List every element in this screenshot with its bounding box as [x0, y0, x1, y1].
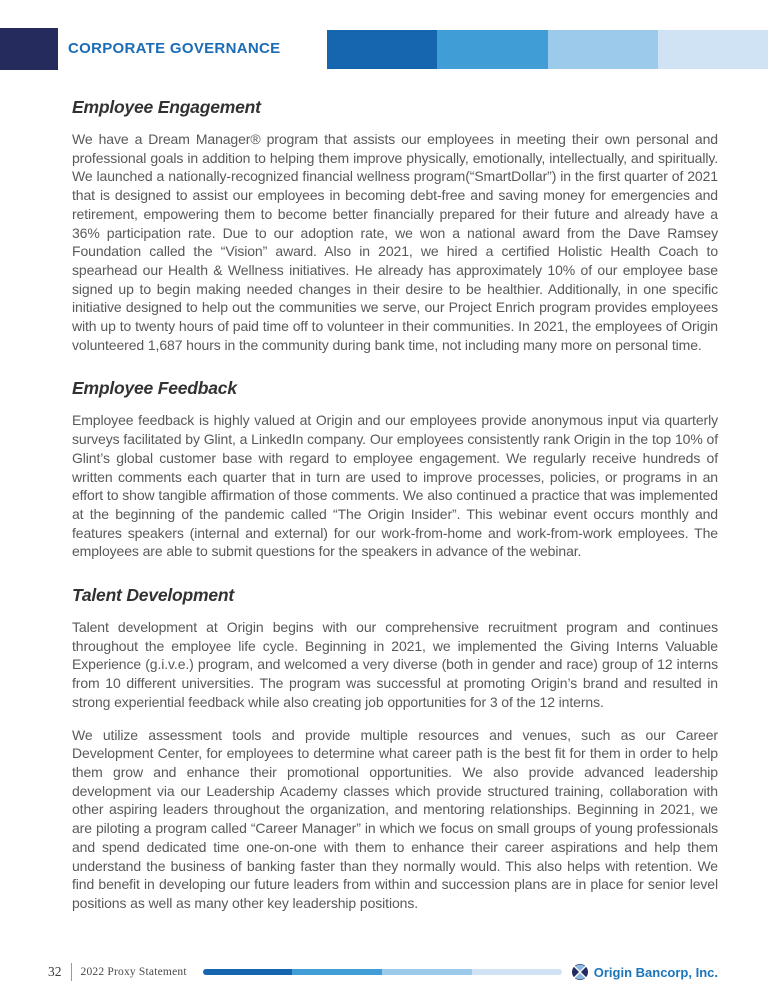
company-name: Origin Bancorp, Inc.	[593, 964, 718, 980]
section-employee-feedback	[72, 378, 718, 561]
accent-bar-segment-medium	[437, 30, 547, 69]
document-title: 2022 Proxy Statement	[80, 966, 187, 978]
page-content	[72, 97, 718, 927]
accent-bar-segment-lightest	[472, 969, 562, 975]
page-title: CORPORATE GOVERNANCE	[68, 40, 281, 57]
page-header	[0, 28, 768, 70]
section-heading-employee-engagement: Employee Engagement	[72, 97, 261, 117]
accent-bar-segment-dark	[203, 969, 293, 975]
body-paragraph: We utilize assessment tools and provide multiple resources and venues, such as our Career Development Center, for employees to determine what career path is the best fit for them in order to help them grow and enhance their promotional opportunities. We also provide advanced leadership development via our Leadership Academy classes which provide structured training, collaboration with other aspiring leaders throughout the organization, and mentoring relationships. Beginning in 2021, we are piloting a program called “Career Manager” in which we focus on small groups of young professionals and spend dedicated time one-on-one with them to enhance their career aspirations and help them understand the business of banking faster than they normally would. This also helps with retention. We find benefit in developing our future leaders from within and succession plans are in place for senior level positions as well as many other key leadership positions.	[72, 726, 718, 911]
body-paragraph: Talent development at Origin begins with our comprehensive recruitment program and continues throughout the employee life cycle. Beginning in 2021, we implemented the Giving Interns Valuable Experience (g.i.v.e.) program, and welcomed a very diverse (both in gender and race) group of 12 interns from 10 different universities. The program was successful at promoting Origin’s brand and resulted in strong experiential feedback while also creating job opportunities for 3 of the 12 interns.	[72, 619, 718, 710]
section-employee-engagement	[72, 97, 718, 354]
accent-bar-segment-dark	[327, 30, 437, 69]
body-paragraph: Employee feedback is highly valued at Origin and our employees provide anonymous input via quarterly surveys facilitated by Glint, a LinkedIn company. Our employees consistently rank Origin in the top 10% of Glint’s global customer base with regard to employee engagement. We regularly receive hundreds of written comments each quarter that in turn are used to improve processes, policies, or programs in an effort to show tangible affirmation of those comments. We also continued a practice that was implemented at the beginning of the pandemic called “The Origin Insider”. This webinar event occurs monthly and features speakers (internal and external) for our work-from-home and work-from-work employees. The employees are able to submit questions for the speakers in advance of the webinar.	[72, 412, 718, 560]
accent-bar-segment-lightest	[658, 30, 768, 69]
accent-bar-segment-light	[382, 969, 472, 975]
page-number: 32	[48, 964, 62, 979]
section-heading-employee-feedback: Employee Feedback	[72, 378, 237, 399]
origin-logo-icon	[572, 964, 588, 980]
section-talent-development	[72, 585, 718, 913]
accent-bar-segment-medium	[292, 969, 382, 975]
accent-bar-segment-light	[548, 30, 658, 69]
section-heading-talent-development: Talent Development	[72, 585, 235, 606]
page-footer	[0, 959, 768, 985]
footer-divider	[71, 963, 72, 981]
header-accent-bar	[327, 30, 768, 69]
header-navy-block	[0, 28, 58, 70]
body-paragraph: We have a Dream Manager® program that assists our employees in meeting their own personal and professional goals in addition to helping them improve physically, emotionally, intellectually, and spiritually. We launched a nationally-recognized financial wellness program(“SmartDollar”) in the first quarter of 2021 that is designed to assist our employees in becoming debt-free and saving money for emergencies and retirement, empowering them to become better financially prepared for their future and already have a 36% participation rate. Due to our adoption rate, we won a national award from the Dave Ramsey Foundation called the “Vision” award. Also in 2021, we hired a certified Holistic Health Coach to spearhead our Health & Wellness initiatives. He already has approximately 10% of our employee base signed up to begin making needed changes in their desire to be healthier. Additionally, in one specific initiative designed to help out the communities we serve, our Project Enrich program provides employees with up to twenty hours of paid time off to volunteer in their communities. In 2021, the employees of Origin volunteered 1,687 hours in the community during bank time, not including many more on personal time.	[72, 131, 718, 353]
footer-accent-bar	[203, 969, 562, 975]
